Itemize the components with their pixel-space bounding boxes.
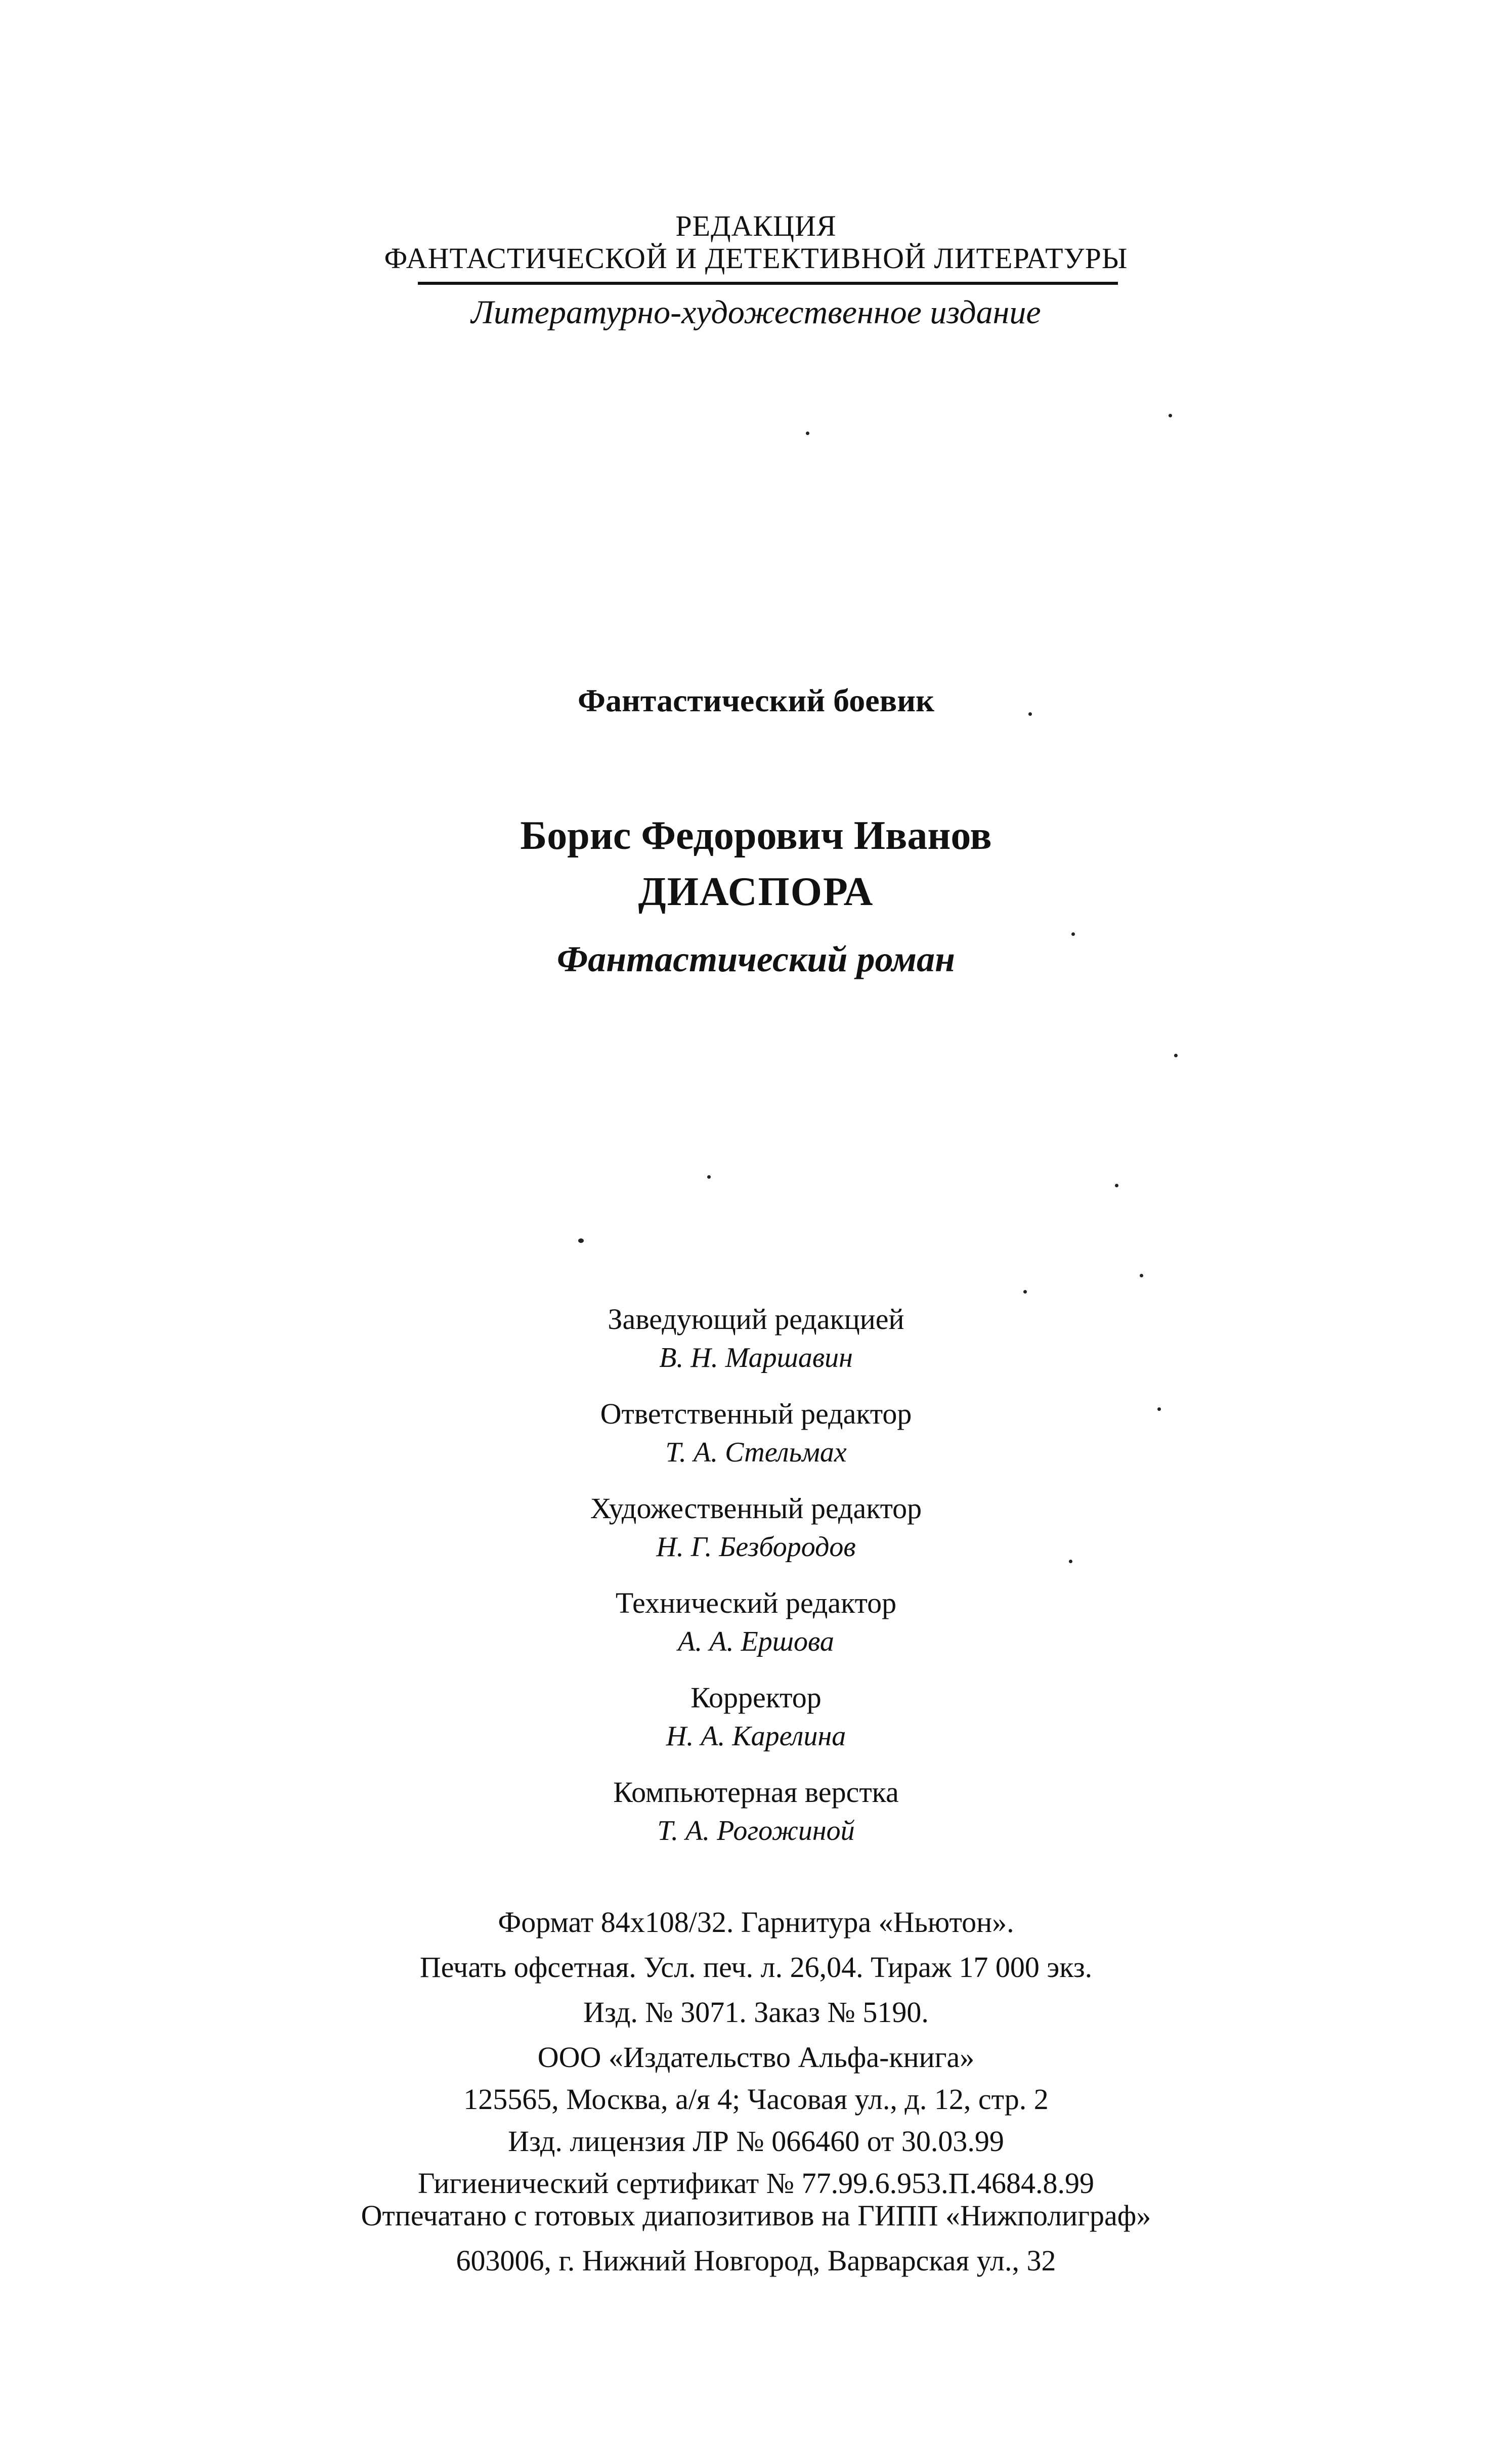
credit-entry (0, 1300, 1512, 1395)
print-specs-line: Формат 84х108/32. Гарнитура «Ньютон». (498, 1906, 1014, 1939)
credit-role: Художественный редактор (590, 1492, 922, 1525)
scan-speck (707, 1175, 711, 1179)
scan-speck (1028, 712, 1032, 716)
header-rule (418, 282, 1118, 285)
scan-speck (1157, 1407, 1161, 1411)
credit-entry (0, 1395, 1512, 1489)
credit-person: Т. А. Стельмах (665, 1437, 847, 1468)
edition-type: Литературно-художественное издание (471, 294, 1041, 331)
publisher-line: Гигиенический сертификат № 77.99.6.953.П.4684.8.99 (418, 2167, 1094, 2200)
publisher-line: Изд. лицензия ЛР № 066460 от 30.03.99 (508, 2125, 1004, 2158)
credit-role: Технический редактор (615, 1586, 897, 1619)
editorial-office (0, 210, 1512, 275)
scan-speck (1174, 1054, 1178, 1057)
print-specs-line: Изд. № 3071. Заказ № 5190. (583, 1996, 929, 2029)
book-title: ДИАСПОРА (638, 870, 874, 914)
credit-person: В. Н. Маршавин (659, 1342, 853, 1373)
credit-person: Т. А. Рогожиной (657, 1815, 855, 1846)
staff-credits (0, 1300, 1512, 1868)
scan-speck (1069, 1560, 1072, 1563)
scan-speck (1140, 1274, 1143, 1277)
scan-speck (1023, 1290, 1027, 1294)
scan-speck (578, 1238, 584, 1243)
credit-entry (0, 1679, 1512, 1773)
scan-speck (806, 432, 809, 435)
printer-info (0, 2193, 1512, 2283)
book-subtitle: Фантастический роман (556, 939, 956, 979)
author-name: Борис Федорович Иванов (520, 813, 992, 858)
credit-role: Корректор (690, 1681, 822, 1714)
editorial-office-line-1: РЕДАКЦИЯ (675, 209, 837, 242)
genre-label: Фантастический боевик (578, 682, 934, 718)
editorial-office-line-2: ФАНТАСТИЧЕСКОЙ И ДЕТЕКТИВНОЙ ЛИТЕРАТУРЫ (384, 242, 1128, 275)
scan-speck (1115, 1184, 1118, 1187)
credit-person: Н. Г. Безбородов (656, 1531, 856, 1563)
credit-entry (0, 1489, 1512, 1584)
publisher-line: 125565, Москва, а/я 4; Часовая ул., д. 12, стр. 2 (463, 2083, 1049, 2116)
credit-role: Заведующий редакцией (608, 1303, 904, 1336)
scan-speck (1071, 932, 1075, 936)
printer-line: Отпечатано с готовых диапозитивов на ГИПП «Нижполиграф» (361, 2199, 1151, 2232)
credit-entry (0, 1773, 1512, 1868)
publisher-info (0, 2036, 1512, 2204)
publisher-line: ООО «Издательство Альфа-книга» (537, 2041, 975, 2074)
printer-line: 603006, г. Нижний Новгород, Варварская ул., 32 (456, 2244, 1056, 2277)
print-specs-line: Печать офсетная. Усл. печ. л. 26,04. Тираж 17 000 экз. (419, 1951, 1093, 1984)
credit-entry (0, 1584, 1512, 1679)
credit-role: Ответственный редактор (600, 1397, 912, 1430)
credit-person: А. А. Ершова (678, 1626, 834, 1657)
credit-role: Компьютерная верстка (613, 1776, 899, 1809)
scan-speck (1169, 414, 1172, 417)
print-specs (0, 1900, 1512, 2035)
credit-person: Н. А. Карелина (666, 1721, 846, 1752)
